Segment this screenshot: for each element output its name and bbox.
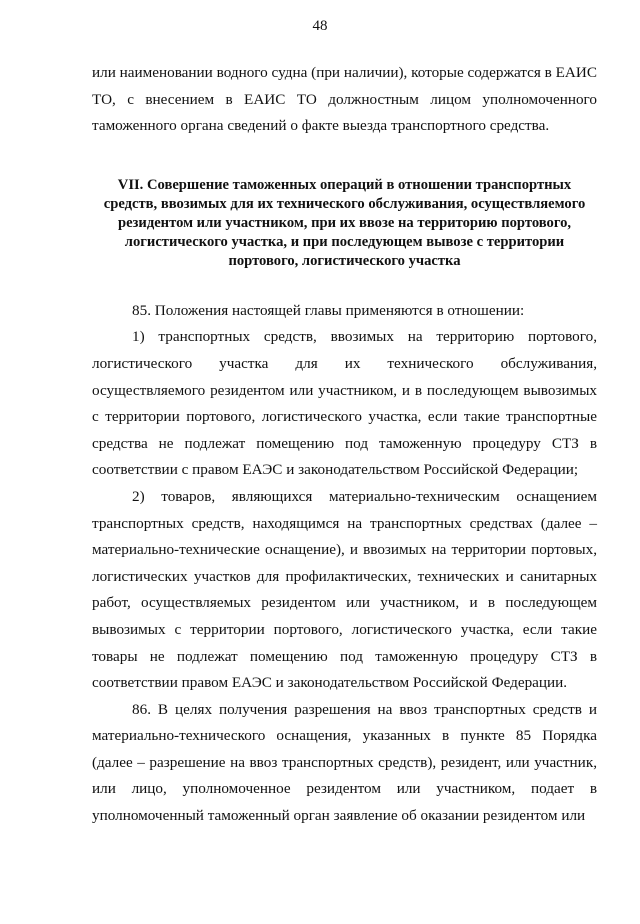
chapter-heading — [92, 176, 597, 271]
heading-line: VII. Совершение таможенных операций в отношении транспортных — [117, 176, 572, 193]
heading-line: резидентом или участником, при их ввозе на территорию портового, — [117, 214, 572, 231]
heading-line: портового, логистического участка — [228, 252, 461, 269]
paragraph-86: 86. В целях получения разрешения на ввоз транспортных средств и материально-технического оснащения, указанных в пункте 85 Порядка (далее – разрешение на ввоз транспортных средств), резидент, или участник, или лицо, уполномоченное резидентом или участником, подает в уполномоченный таможенный орган заявление об оказании резидентом или — [92, 700, 597, 825]
document-body — [92, 60, 597, 830]
heading-line: средств, ввозимых для их технического обслуживания, осуществляемого — [103, 195, 586, 212]
intro-paragraph: или наименовании водного судна (при наличии), которые содержатся в ЕАИС ТО, с внесением в ЕАИС ТО должностным лицом уполномоченного таможенного органа сведений о факте выезда транспортного средства. — [92, 64, 597, 135]
paragraph-85-item-2: 2) товаров, являющихся материально-техническим оснащением транспортных средств, находящимся на транспортных средствах (далее – материально-технические оснащение), и ввозимых на территории портовых, логистических участков для профилактических, технических и санитарных работ, осуществляемых резидентом или участником, и в последующем вывозимых с территории портового, логистического участка, если такие товары не подлежат помещению под таможенную процедуру СТЗ в соответствии правом ЕАЭС и законодательством Российской Федерации. — [92, 487, 597, 692]
page-number: 48 — [312, 18, 328, 34]
heading-line: логистического участка, и при последующем вывозе с территории — [124, 233, 565, 250]
paragraph-85: 85. Положения настоящей главы применяются в отношении: — [132, 301, 525, 319]
paragraph-85-item-1: 1) транспортных средств, ввозимых на территорию портового, логистического участка для их технического обслуживания, осуществляемого резидентом или участником, и в последующем вывозимых с территории портового, логистического участка, если такие транспортные средства не подлежат помещению под таможенную процедуру СТЗ в соответствии с правом ЕАЭС и законодательством Российской Федерации; — [92, 328, 597, 479]
